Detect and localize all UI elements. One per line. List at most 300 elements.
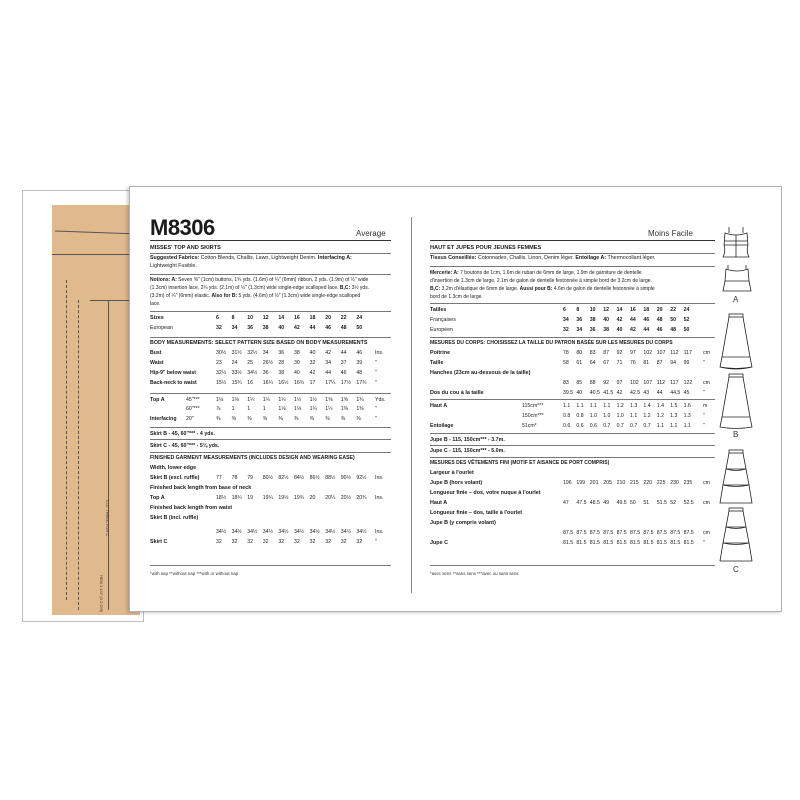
table-cell: 32 bbox=[278, 539, 285, 545]
haut-a-finished-label: Haut A bbox=[430, 500, 448, 506]
table-cell: ⅜ bbox=[216, 416, 221, 422]
table-cell: cm bbox=[703, 500, 710, 506]
table-cell: 34½ bbox=[340, 529, 351, 535]
table-cell: 19½ bbox=[278, 495, 289, 501]
table-cell: 115cm*** bbox=[522, 403, 544, 409]
rule bbox=[150, 274, 391, 275]
table-cell: 8 bbox=[576, 307, 580, 313]
table-cell: 47.5 bbox=[576, 500, 587, 506]
table-cell: 32 bbox=[309, 539, 316, 545]
table-cell: cm bbox=[703, 530, 710, 536]
table-cell: 87.5 bbox=[656, 530, 667, 536]
table-cell: 20 bbox=[656, 307, 663, 313]
table-cell: 210 bbox=[616, 480, 626, 486]
table-cell: 6 bbox=[216, 315, 219, 321]
rule bbox=[150, 452, 391, 453]
table-cell: 1.2 bbox=[656, 413, 665, 419]
table-cell: 19¼ bbox=[262, 495, 273, 501]
table-cell: 51 bbox=[643, 500, 650, 506]
interfacing-yardage bbox=[150, 416, 395, 425]
table-cell: 1.1 bbox=[683, 423, 691, 429]
table-cell: 1½ bbox=[309, 397, 317, 403]
table-cell: " bbox=[375, 360, 377, 366]
table-cell: Ins. bbox=[375, 495, 384, 501]
table-cell: 32 bbox=[563, 327, 569, 333]
table-cell: 42 bbox=[294, 325, 300, 331]
table-cell: 92 bbox=[603, 380, 609, 386]
table-cell: 1¼ bbox=[247, 397, 255, 403]
table-cell: 38 bbox=[294, 350, 300, 356]
table-cell: 0.6 bbox=[576, 423, 584, 429]
dos-label: Dos du cou à la taille bbox=[430, 390, 484, 396]
table-cell: 201 bbox=[589, 480, 599, 486]
column-divider bbox=[411, 217, 412, 593]
table-cell: 117 bbox=[670, 380, 679, 386]
haut-a-yardage bbox=[430, 403, 715, 423]
table-cell: 225 bbox=[656, 480, 666, 486]
table-cell: 42.5 bbox=[630, 390, 641, 396]
skirt-b-drawing-icon bbox=[718, 313, 754, 371]
table-cell: 18 bbox=[643, 307, 650, 313]
rule bbox=[430, 445, 715, 446]
poitrine-row bbox=[430, 350, 715, 359]
table-cell: 1.1 bbox=[670, 423, 678, 429]
table-cell: 1.3 bbox=[630, 403, 638, 409]
table-cell: 18½ bbox=[216, 495, 227, 501]
table-cell: 102 bbox=[643, 350, 653, 356]
rule bbox=[150, 393, 391, 394]
table-cell: 16 bbox=[247, 380, 253, 386]
table-cell: ⅜ bbox=[247, 416, 252, 422]
view-a-top-back bbox=[720, 263, 754, 298]
table-cell: 44 bbox=[643, 327, 650, 333]
table-cell: 34½ bbox=[262, 529, 273, 535]
table-cell: 22 bbox=[340, 315, 347, 321]
table-cell: 40 bbox=[603, 317, 609, 323]
jupe-b-yardage: Jupe B - 115, 150cm*** - 3.7m. bbox=[430, 437, 505, 443]
rule bbox=[430, 433, 715, 434]
table-cell: 16½ bbox=[278, 380, 289, 386]
table-cell: 199 bbox=[576, 480, 586, 486]
table-cell: 1⅝ bbox=[325, 397, 333, 403]
jupe-b-compris-row bbox=[430, 530, 715, 539]
view-b-skirt-front bbox=[718, 313, 754, 376]
table-cell: 87.5 bbox=[643, 530, 654, 536]
table-cell: 1¼ bbox=[262, 397, 271, 403]
skirt-c-drawing-icon bbox=[718, 449, 754, 507]
table-cell: 16 bbox=[630, 307, 636, 313]
table-cell: 49 bbox=[603, 500, 609, 506]
table-cell: 150cm*** bbox=[522, 413, 544, 419]
tissue-line bbox=[52, 254, 140, 255]
tailles-row bbox=[430, 307, 715, 316]
finished-measurements-title-fr: MESURES DES VÊTEMENTS FINI (MOTIF ET AISANCE DE PORT COMPRIS) bbox=[430, 460, 610, 466]
table-cell: 1¾ bbox=[356, 397, 364, 403]
europeen-row bbox=[430, 327, 715, 336]
table-cell: 102 bbox=[630, 380, 639, 386]
table-cell: 17½ bbox=[340, 380, 351, 386]
table-cell: 51cm* bbox=[522, 423, 537, 429]
table-cell: cm bbox=[703, 480, 710, 486]
table-cell: 215 bbox=[630, 480, 639, 486]
table-cell: 1.1 bbox=[630, 413, 638, 419]
european-label: European bbox=[150, 325, 173, 331]
table-cell: 81.5 bbox=[656, 540, 667, 546]
table-cell: 48 bbox=[340, 325, 347, 331]
rule bbox=[150, 337, 391, 338]
dos-row bbox=[430, 390, 715, 399]
table-cell: 6 bbox=[563, 307, 566, 313]
table-cell: 36 bbox=[247, 325, 253, 331]
pattern-number: M8306 bbox=[150, 215, 215, 240]
table-cell: 26½ bbox=[262, 360, 273, 366]
table-cell: 16 bbox=[294, 315, 300, 321]
skirt-b-yardage: Skirt B - 45, 60"*** - 4 yds. bbox=[150, 431, 215, 437]
table-cell: 1¼ bbox=[278, 397, 286, 403]
table-cell: ⅜ bbox=[356, 416, 361, 422]
table-cell: 33½ bbox=[231, 370, 242, 376]
table-cell: 80½ bbox=[262, 475, 273, 481]
top-a-yardage bbox=[150, 397, 395, 417]
table-cell: 1⅝ bbox=[340, 397, 349, 403]
table-cell: 20" bbox=[186, 416, 194, 422]
table-cell: 81.5 bbox=[616, 540, 627, 546]
table-cell: 45 bbox=[683, 390, 690, 396]
table-cell: 15¾ bbox=[231, 380, 242, 386]
jupe-c-yardage: Jupe C - 115, 150cm*** - 5.0m. bbox=[430, 448, 505, 454]
table-cell: ⅜ bbox=[262, 416, 268, 422]
body-measurements-title: BODY MEASUREMENTS: SELECT PATTERN SIZE BASED ON BODY MEASUREMENTS bbox=[150, 340, 368, 346]
table-cell: 1.1 bbox=[576, 403, 584, 409]
table-cell: 1⅛ bbox=[278, 406, 286, 412]
table-cell: 30 bbox=[294, 360, 300, 366]
table-cell: 81.5 bbox=[603, 540, 614, 546]
table-cell: 0.8 bbox=[563, 413, 571, 419]
table-cell: 36 bbox=[262, 370, 269, 376]
table-cell: 44 bbox=[656, 390, 663, 396]
table-cell: 40 bbox=[294, 370, 300, 376]
rule bbox=[430, 399, 715, 400]
european-row bbox=[150, 325, 395, 334]
table-cell: 50 bbox=[683, 327, 690, 333]
table-cell: ⅜ bbox=[294, 416, 299, 422]
table-cell: 1⅛ bbox=[231, 397, 239, 403]
table-cell: ⅜ bbox=[325, 416, 330, 422]
table-cell: 235 bbox=[683, 480, 693, 486]
table-cell: 48 bbox=[356, 370, 363, 376]
table-cell: 87.5 bbox=[563, 530, 574, 536]
table-cell: 45"*** bbox=[186, 397, 200, 403]
table-cell: 49.5 bbox=[616, 500, 627, 506]
view-a-top-front bbox=[718, 225, 754, 266]
table-cell: 40 bbox=[576, 390, 583, 396]
top-back-drawing-icon bbox=[720, 263, 754, 293]
table-cell: 14 bbox=[616, 307, 623, 313]
table-cell: 52 bbox=[683, 317, 690, 323]
table-cell: 76 bbox=[630, 360, 636, 366]
notions-text-fr: Mercerie: A: 7 boutons de 1cm, 1.6m de ruban de 6mm de large, 1.9m de garniture de dentelle d'insertion de 1.3cm de large, 2.1m de galon de dentelle festonnée à simple bord de 3.2cm de large. B,C: 3.2m d'élastique de 6mm de large. Aussi pour B: 4.6m de galon de dentelle festonnée à simple bord de 1.3cm de large. bbox=[430, 270, 655, 300]
table-cell: 31½ bbox=[231, 350, 242, 356]
skirt-b-incl-row bbox=[150, 529, 395, 538]
table-cell: 42 bbox=[309, 370, 316, 376]
table-cell: 83 bbox=[563, 380, 569, 386]
footnote-en: *with nap **without nap ***with or without nap bbox=[150, 571, 239, 576]
table-cell: 42 bbox=[616, 317, 623, 323]
rule bbox=[430, 266, 715, 267]
table-cell: 43 bbox=[643, 390, 650, 396]
taille-label: Taille bbox=[430, 360, 444, 366]
table-cell: 71 bbox=[616, 360, 623, 366]
body-measurements-table bbox=[150, 350, 395, 390]
table-cell: 97 bbox=[616, 380, 623, 386]
fabrics-text-fr: Tissus Conseillés: Cotonnades, Challis, Linon, Denim léger. Entoilage A: Thermocollant léger. bbox=[430, 255, 656, 261]
longueur-taille-label: Longueur finie – dos, taille à l'ourlet bbox=[430, 510, 523, 516]
table-cell: 34½ bbox=[294, 529, 305, 535]
table-cell: 1¼ bbox=[309, 406, 317, 412]
table-cell: 39 bbox=[356, 360, 363, 366]
table-cell: 51.5 bbox=[656, 500, 667, 506]
finished-measurements-title: FINISHED GARMENT MEASUREMENTS (INCLUDES DESIGN AND WEARING EASE) bbox=[150, 455, 355, 461]
table-cell: 1.2 bbox=[616, 403, 624, 409]
table-cell: 50 bbox=[670, 317, 676, 323]
view-b-skirt-back bbox=[718, 373, 754, 436]
table-cell: 94 bbox=[670, 360, 676, 366]
table-cell: ⅜ bbox=[231, 416, 236, 422]
table-cell: 32 bbox=[216, 325, 222, 331]
table-cell: 46 bbox=[643, 317, 650, 323]
table-cell: ⅜ bbox=[340, 416, 346, 422]
table-cell: 34½ bbox=[325, 529, 336, 535]
table-cell: 1.4 bbox=[643, 403, 651, 409]
table-cell: 81.5 bbox=[630, 540, 641, 546]
table-cell: 81.5 bbox=[643, 540, 654, 546]
top-a-finished-row bbox=[150, 495, 395, 504]
jupe-c-finished-label: Jupe C bbox=[430, 540, 448, 546]
table-cell: 42 bbox=[325, 350, 331, 356]
table-cell: " bbox=[703, 423, 705, 429]
table-cell: " bbox=[703, 390, 705, 396]
table-cell: 39.5 bbox=[563, 390, 574, 396]
table-cell: cm bbox=[703, 350, 710, 356]
top-a-label: Top A bbox=[150, 397, 165, 403]
table-cell: 8 bbox=[231, 315, 235, 321]
table-cell: 37 bbox=[340, 360, 347, 366]
tissue-dash bbox=[66, 280, 67, 600]
table-cell: 80 bbox=[576, 350, 583, 356]
table-cell: ⅞ bbox=[216, 406, 221, 412]
table-cell: 20 bbox=[325, 315, 331, 321]
table-cell: 1⅜ bbox=[340, 406, 349, 412]
table-cell: 10 bbox=[589, 307, 596, 313]
table-cell: 1.5 bbox=[670, 403, 678, 409]
table-cell: 77 bbox=[216, 475, 222, 481]
pattern-envelope-back bbox=[129, 186, 782, 612]
table-cell: 32 bbox=[356, 539, 363, 545]
section-title: MISSES' TOP AND SKIRTS bbox=[150, 245, 221, 251]
table-cell: 0.7 bbox=[643, 423, 651, 429]
view-c-skirt-front bbox=[718, 449, 754, 512]
table-cell: 117 bbox=[683, 350, 692, 356]
table-cell: 81.5 bbox=[683, 540, 694, 546]
table-cell: 92½ bbox=[356, 475, 367, 481]
haut-a-finished-row bbox=[430, 500, 715, 509]
body-row-label: Hip-9" below waist bbox=[150, 370, 196, 376]
hanches-label: Hanches (23cm au-dessous de la taille) bbox=[430, 370, 531, 376]
table-cell: 81.5 bbox=[563, 540, 574, 546]
table-cell: 60"*** bbox=[186, 406, 200, 412]
notions-text: Notions: A: Seven ⅜" (1cm) buttons, 1¾ yds. (1.6m) of ¼" (6mm) ribbon, 2 yds. (1.9m) of ½" wide (1.3cm) insertion lace, 2¼ yds. (2.1m) of ½" (1.3cm) wide single-edge scalloped lace. B,C: 3½ yds. (3.2m) of ¼" (6mm) elastic. Also for B: 5 yds. (4.6m) of ½" (1.3cm) wide single-edge scalloped lace. bbox=[150, 277, 370, 307]
table-cell: 20¼ bbox=[325, 495, 336, 501]
table-cell: 44 bbox=[325, 370, 331, 376]
rule bbox=[430, 337, 715, 338]
table-cell: 1.6 bbox=[683, 403, 691, 409]
table-cell: 58 bbox=[563, 360, 569, 366]
skirt-c-back-drawing-icon bbox=[718, 507, 754, 565]
table-cell: 32 bbox=[216, 539, 222, 545]
table-cell: 220 bbox=[643, 480, 653, 486]
table-cell: 1.1 bbox=[563, 403, 571, 409]
table-cell: 87.5 bbox=[683, 530, 694, 536]
table-cell: 32½ bbox=[216, 370, 227, 376]
table-cell: 32 bbox=[294, 539, 300, 545]
table-cell: 97 bbox=[630, 350, 636, 356]
table-cell: 85 bbox=[576, 380, 583, 386]
table-cell: 14 bbox=[278, 315, 285, 321]
table-cell: 83 bbox=[589, 350, 596, 356]
jupe-b-hors-label: Jupe B (hors volant) bbox=[430, 480, 483, 486]
table-cell: 10 bbox=[247, 315, 253, 321]
rule bbox=[430, 303, 715, 304]
jupe-c-finished-row bbox=[430, 540, 715, 549]
table-cell: 99 bbox=[683, 360, 690, 366]
table-cell: 67 bbox=[603, 360, 609, 366]
tissue-cut-label: CUT THREE FOR C bbox=[105, 500, 110, 537]
table-cell: 40 bbox=[616, 327, 623, 333]
table-cell: 12 bbox=[603, 307, 609, 313]
view-label-c: C bbox=[733, 565, 739, 574]
table-cell: 81.5 bbox=[589, 540, 600, 546]
table-cell: 48 bbox=[656, 317, 663, 323]
table-cell: 38 bbox=[262, 325, 269, 331]
table-cell: 87.5 bbox=[616, 530, 627, 536]
table-cell: 87.5 bbox=[589, 530, 600, 536]
table-cell: 30½ bbox=[216, 350, 227, 356]
table-cell: ⅜ bbox=[309, 416, 314, 422]
rule bbox=[150, 311, 391, 312]
rule bbox=[430, 565, 715, 566]
table-cell: 196 bbox=[563, 480, 572, 486]
table-cell: 0.7 bbox=[630, 423, 638, 429]
table-cell: 1½ bbox=[294, 397, 302, 403]
table-cell: 40.5 bbox=[589, 390, 600, 396]
table-cell: 0.6 bbox=[563, 423, 571, 429]
view-c-skirt-back bbox=[718, 507, 754, 570]
table-cell: 34½ bbox=[309, 529, 320, 535]
table-cell: 34½ bbox=[216, 529, 227, 535]
table-cell: 46 bbox=[340, 370, 347, 376]
table-cell: 34 bbox=[325, 360, 331, 366]
table-cell: 17¼ bbox=[325, 380, 336, 386]
haut-a-label: Haut A bbox=[430, 403, 448, 409]
skirt-b-excl-label: Skirt B (excl. ruffle) bbox=[150, 475, 200, 481]
poitrine-label: Poitrine bbox=[430, 350, 451, 356]
table-cell: 32 bbox=[340, 539, 347, 545]
table-cell: 52.5 bbox=[683, 500, 694, 506]
table-cell: 52 bbox=[670, 500, 676, 506]
jupe-b-hors-row bbox=[430, 480, 715, 489]
table-cell: 42 bbox=[630, 327, 636, 333]
largeur-label: Largeur à l'ourlet bbox=[430, 470, 474, 476]
rule bbox=[430, 457, 715, 458]
table-cell: 0.8 bbox=[576, 413, 584, 419]
francaises-label: Françaises bbox=[430, 317, 456, 323]
table-cell: 82½ bbox=[278, 475, 289, 481]
table-cell: 112 bbox=[656, 380, 666, 386]
table-cell: 1.1 bbox=[656, 423, 665, 429]
hanches-row bbox=[430, 380, 715, 389]
table-cell: Yds. bbox=[375, 397, 386, 403]
table-cell: 25 bbox=[247, 360, 253, 366]
table-cell: 46 bbox=[656, 327, 663, 333]
table-cell: 81 bbox=[643, 360, 650, 366]
table-cell: 1 bbox=[247, 406, 251, 412]
skirt-b-back-drawing-icon bbox=[718, 373, 754, 431]
table-cell: 1.0 bbox=[616, 413, 624, 419]
table-cell: 24 bbox=[231, 360, 238, 366]
table-cell: 24 bbox=[683, 307, 690, 313]
table-cell: 1⅛ bbox=[216, 397, 224, 403]
table-cell: " bbox=[703, 360, 705, 366]
table-cell: 17 bbox=[309, 380, 316, 386]
rule bbox=[150, 565, 391, 566]
table-cell: 87.5 bbox=[670, 530, 681, 536]
difficulty-label-en: Average bbox=[356, 229, 386, 238]
table-cell: 230 bbox=[670, 480, 679, 486]
table-cell: 1¼ bbox=[325, 406, 333, 412]
table-cell: 90½ bbox=[340, 475, 351, 481]
top-drawing-icon bbox=[718, 225, 754, 261]
table-cell: 1⅜ bbox=[356, 406, 364, 412]
table-cell: Ins. bbox=[375, 529, 384, 535]
table-cell: 87.5 bbox=[603, 530, 614, 536]
table-cell: 40 bbox=[278, 325, 285, 331]
table-cell: 23 bbox=[216, 360, 222, 366]
table-cell: 1.0 bbox=[589, 413, 598, 419]
table-cell: 22 bbox=[670, 307, 676, 313]
table-cell: " bbox=[375, 539, 377, 545]
taille-row bbox=[430, 360, 715, 369]
table-cell: " bbox=[375, 370, 377, 376]
rule bbox=[150, 439, 391, 440]
skirt-c-yardage: Skirt C - 45, 60"*** - 5⅛ yds. bbox=[150, 443, 220, 449]
table-cell: 47 bbox=[563, 500, 569, 506]
tissue-dash bbox=[78, 300, 79, 610]
view-label-b: B bbox=[733, 430, 739, 439]
table-cell: " bbox=[703, 540, 705, 546]
table-cell: 40 bbox=[309, 350, 316, 356]
table-cell: 81.5 bbox=[670, 540, 681, 546]
table-cell: 88 bbox=[589, 380, 596, 386]
table-cell: 44.5 bbox=[670, 390, 681, 396]
table-cell: 92 bbox=[616, 350, 623, 356]
table-cell: cm bbox=[703, 380, 710, 386]
table-cell: 1 bbox=[262, 406, 266, 412]
table-cell: m bbox=[703, 403, 708, 409]
table-cell: 0.6 bbox=[589, 423, 598, 429]
table-cell: 34½ bbox=[356, 529, 367, 535]
table-cell: 81.5 bbox=[576, 540, 587, 546]
table-cell: 61 bbox=[576, 360, 583, 366]
